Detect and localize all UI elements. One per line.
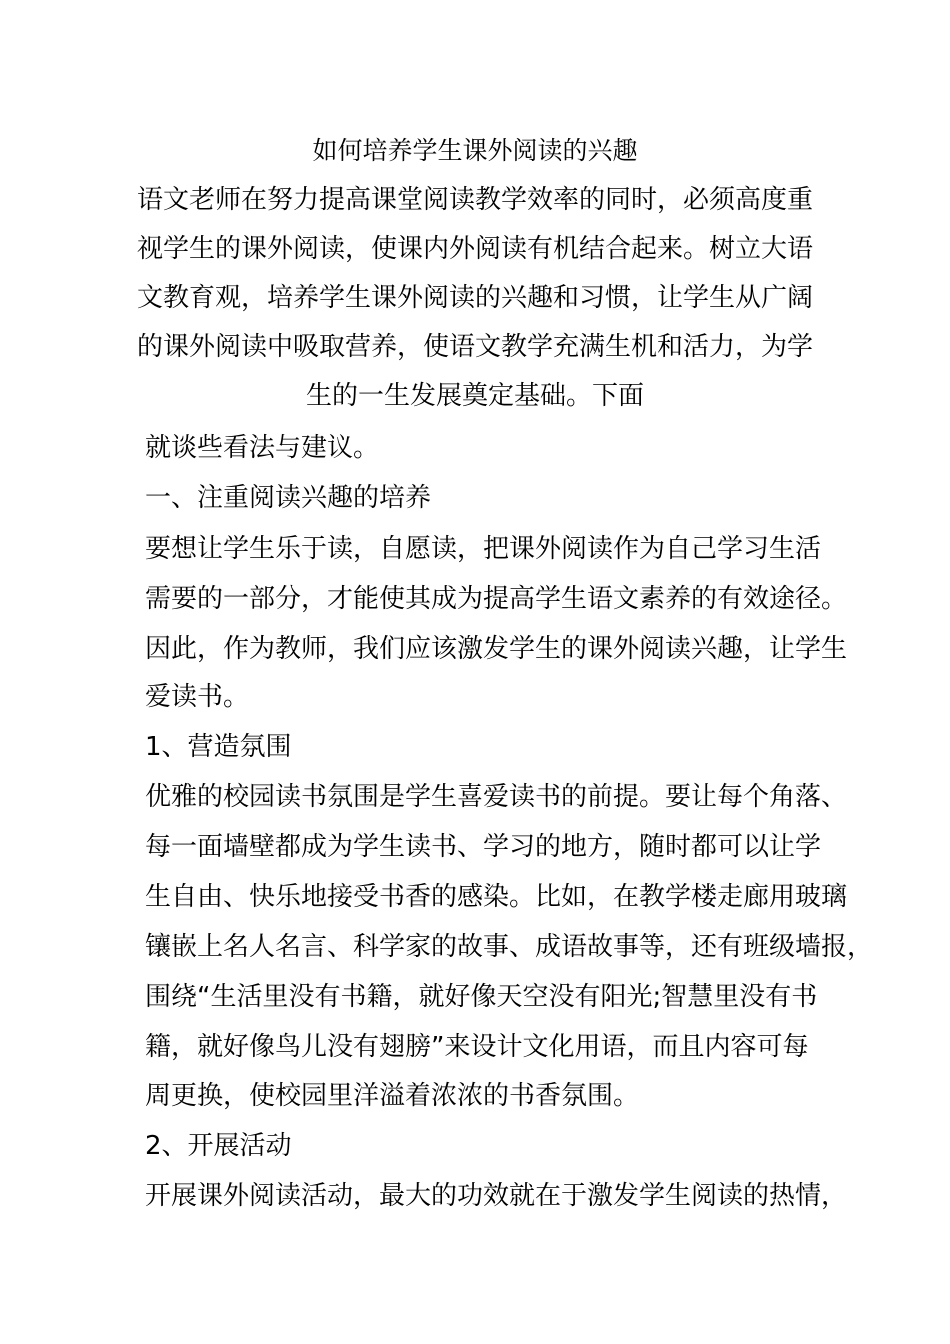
body-line-12: 围绕“生活里没有书籍，就好像天空没有阳光;智慧里没有书 xyxy=(145,982,818,1012)
intro-line-3: 文教育观，培养学生课外阅读的兴趣和习惯，让学生从广阔 xyxy=(136,283,813,313)
subheading-2: 2、开展活动 xyxy=(145,1131,292,1161)
body-line-11: 镶嵌上名人名言、科学家的故事、成语故事等，还有班级墙报， xyxy=(145,932,874,962)
intro-line-1: 语文老师在努力提高课堂阅读教学效率的同时，必须高度重 xyxy=(136,185,813,215)
intro-line-2: 视学生的课外阅读，使课内外阅读有机结合起来。树立大语 xyxy=(136,234,813,264)
body-line-13: 籍，就好像鸟儿没有翅膀”来设计文化用语，而且内容可每 xyxy=(145,1032,809,1062)
intro-line-4: 的课外阅读中吸取营养，使语文教学充满生机和活力，为学 xyxy=(136,332,813,362)
document-title: 如何培养学生课外阅读的兴趣 xyxy=(312,136,638,165)
subheading-1: 1、营造氛围 xyxy=(145,732,292,762)
body-line-10: 生自由、快乐地接受书香的感染。比如，在教学楼走廊用玻璃 xyxy=(145,882,848,912)
body-line-8: 优雅的校园读书氛围是学生喜爱读书的前提。要让每个角落、 xyxy=(145,782,848,812)
body-line-4: 需要的一部分，才能使其成为提高学生语文素养的有效途径。 xyxy=(145,584,848,614)
body-line-5: 因此，作为教师，我们应该激发学生的课外阅读兴趣，让学生 xyxy=(145,634,848,664)
body-line-6: 爱读书。 xyxy=(145,682,250,712)
body-line-3: 要想让学生乐于读，自愿读，把课外阅读作为自己学习生活 xyxy=(145,534,822,564)
intro-line-5: 生的一生发展奠定基础。下面 xyxy=(305,381,644,411)
body-line-14: 周更换，使校园里洋溢着浓浓的书香氛围。 xyxy=(145,1081,640,1111)
body-line-9: 每一面墙壁都成为学生读书、学习的地方，随时都可以让学 xyxy=(145,832,822,862)
body-line-16: 开展课外阅读活动，最大的功效就在于激发学生阅读的热情， xyxy=(145,1181,848,1211)
section-heading-1: 一、注重阅读兴趣的培养 xyxy=(145,483,432,513)
body-line-1: 就谈些看法与建议。 xyxy=(145,433,380,463)
